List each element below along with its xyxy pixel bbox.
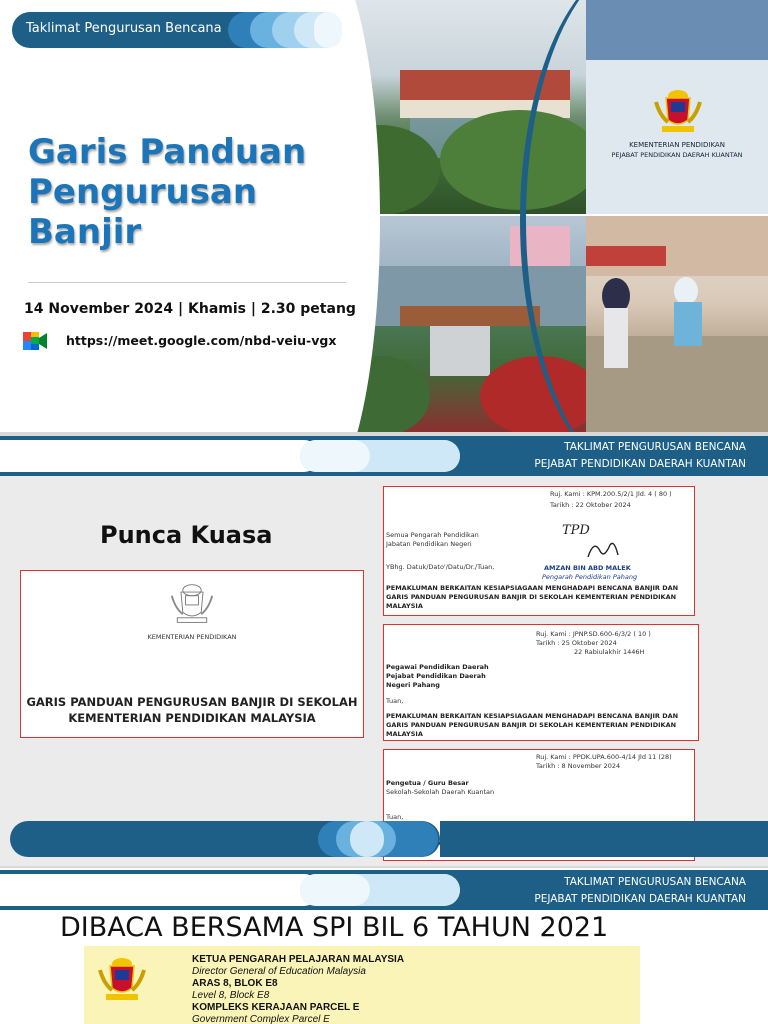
slide-cover: [0, 0, 768, 432]
slide-reference: [0, 868, 768, 1024]
letter-recipient: Semua Pengarah Pendidikan: [386, 531, 479, 539]
google-meet-icon: [22, 329, 48, 353]
letter-subject: PEMAKLUMAN BERKAITAN KESIAPSIAGAAN MENGHADAPI BENCANA BANJIR DAN GARIS PANDUAN PENGURUSAN BANJIR DI SEKOLAH KEMENTERIAN PENDIDIKAN MALAYSIA: [386, 584, 679, 610]
signatory-name: AMZAN BIN ABD MALEK: [544, 564, 631, 572]
footer-band-right: [440, 821, 768, 857]
event-date: 14 November 2024 | Khamis | 2.30 petang: [24, 301, 356, 317]
letter-recipient: Pengetua / Guru Besar: [386, 779, 469, 787]
cover-title-line: Pengurusan: [28, 172, 258, 212]
letter-jpnp: [383, 624, 699, 741]
cover-title: [28, 132, 358, 252]
guideline-document: [20, 570, 364, 738]
malaysia-coat-of-arms: [650, 86, 706, 136]
slide-authority: [0, 436, 768, 866]
letter-salutation: Tuan,: [386, 813, 404, 821]
decor-arc: [520, 0, 760, 432]
header-line-2: PEJABAT PENDIDIKAN DAERAH KUANTAN: [534, 458, 746, 470]
letterhead-line: ARAS 8, BLOK E8: [192, 978, 278, 989]
signatory-title: Pengarah Pendidikan Pahang: [542, 573, 638, 581]
letter-ref: Ruj. Kami : KPM.200.5/2/1 Jld. 4 ( 80 ): [550, 490, 672, 498]
spi-letterhead: [84, 946, 640, 1024]
doc-title-line: KEMENTERIAN PENDIDIKAN MALAYSIA: [68, 711, 316, 725]
divider: [28, 282, 346, 283]
decor-pill: [314, 12, 342, 48]
letter-recipient: Sekolah-Sekolah Daerah Kuantan: [386, 788, 495, 796]
letter-subject: PEMAKLUMAN BERKAITAN KESIAPSIAGAAN MENGHADAPI BENCANA BANJIR DAN GARIS PANDUAN PENGURUSAN BANJIR DI SEKOLAH KEMENTERIAN PENDIDIKAN MALAYSIA: [386, 712, 679, 738]
letterhead-line: KOMPLEKS KERAJAAN PARCEL E: [192, 1002, 360, 1013]
letter-recipient: Jabatan Pendidikan Negeri: [386, 540, 472, 548]
handwritten-note: TPD: [562, 523, 590, 538]
header-line-1: TAKLIMAT PENGURUSAN BENCANA: [564, 441, 746, 453]
cover-title-line: Garis Panduan: [28, 132, 307, 172]
letter-salutation: Tuan,: [386, 697, 404, 705]
letter-recipient: Negeri Pahang: [386, 681, 440, 689]
decor-pill: [300, 874, 370, 906]
malaysia-coat-of-arms: [162, 581, 222, 627]
header-band-label: Taklimat Pengurusan Bencana: [26, 21, 222, 36]
ministry-name: KEMENTERIAN PENDIDIKAN: [629, 141, 725, 149]
decor-pill: [300, 440, 370, 472]
letter-date-hijri: 22 Rabiulakhir 1446H: [574, 648, 645, 656]
header-line-1: TAKLIMAT PENGURUSAN BENCANA: [564, 876, 746, 888]
letterhead-line: Government Complex Parcel E: [192, 1014, 330, 1024]
letter-recipient: Pejabat Pendidikan Daerah: [386, 672, 486, 680]
header-bar-left: [0, 440, 320, 472]
letter-ref: Ruj. Kami : JPNP.SD.600-6/3/2 ( 10 ): [536, 630, 651, 638]
doc-title-line: GARIS PANDUAN PENGURUSAN BANJIR DI SEKOLAH: [26, 695, 358, 709]
letter-date: Tarikh : 25 Oktober 2024: [536, 639, 617, 647]
letterhead-line: KETUA PENGARAH PELAJARAN MALAYSIA: [192, 954, 405, 965]
slide-title: Punca Kuasa: [100, 521, 273, 549]
slide-title: DIBACA BERSAMA SPI BIL 6 TAHUN 2021: [60, 912, 609, 943]
letter-recipient: Pegawai Pendidikan Daerah: [386, 663, 489, 671]
cover-title-line: Banjir: [28, 212, 142, 252]
letterhead-line: Level 8, Block E8: [192, 990, 270, 1001]
letter-kpm: [383, 486, 695, 616]
letter-salutation: YBhg. Datuk/Dato'/Datu/Dr./Tuan,: [386, 563, 495, 571]
doc-ministry: KEMENTERIAN PENDIDIKAN: [147, 633, 237, 641]
letter-date: Tarikh : 8 November 2024: [536, 762, 621, 770]
meet-link[interactable]: https://meet.google.com/nbd-veiu-vgx: [66, 333, 337, 348]
letter-ref: Ruj. Kami : PPDK.UPA.600-4/14 Jld 11 (28): [536, 753, 672, 761]
signature-mark: [584, 537, 624, 563]
letter-date: Tarikh : 22 Oktober 2024: [550, 501, 631, 509]
decor-pill: [350, 821, 384, 857]
header-bar-left: [0, 874, 320, 906]
letterhead-line: Director General of Education Malaysia: [192, 966, 366, 977]
header-line-2: PEJABAT PENDIDIKAN DAERAH KUANTAN: [534, 893, 746, 905]
office-name: PEJABAT PENDIDIKAN DAERAH KUANTAN: [611, 151, 743, 159]
malaysia-coat-of-arms: [94, 954, 150, 1004]
